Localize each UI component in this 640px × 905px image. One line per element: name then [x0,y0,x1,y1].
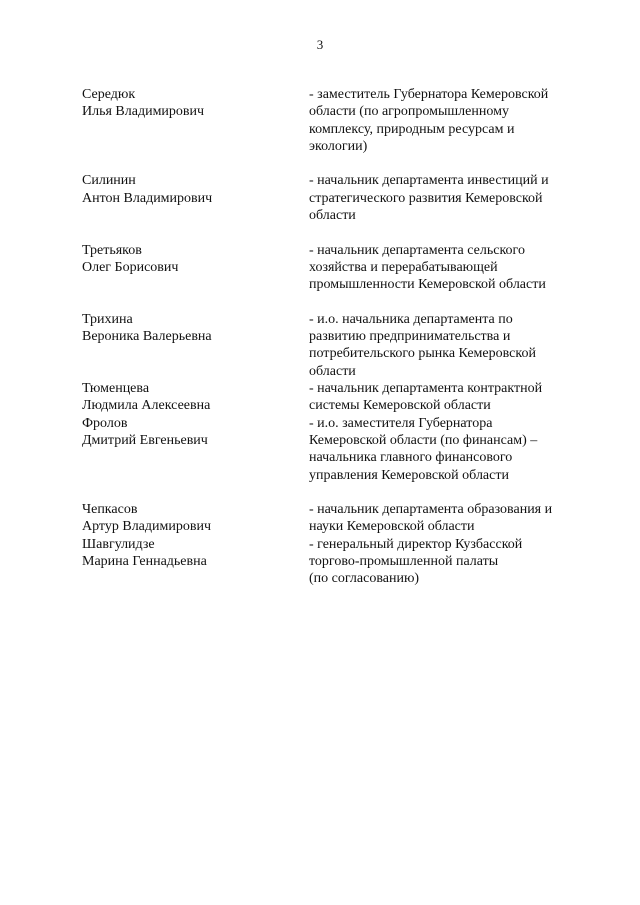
member-surname: Трихина [82,311,133,327]
member-list [0,86,640,588]
role-line: стратегического развития Кемеровской [309,190,543,206]
page-number: 3 [316,37,324,52]
role-line: области [309,363,356,379]
member-name [82,501,302,536]
member-given-name: Марина Геннадьевна [82,554,207,570]
member-given-name: Вероника Валерьевна [82,329,212,345]
role-line: экологии) [309,138,368,154]
member-role [309,415,589,484]
role-line: области [309,208,356,224]
member-entry [0,415,640,484]
role-line: Кемеровской области (по финансам) – [309,432,538,448]
member-entry [0,380,640,415]
role-line: - и.о. начальника департамента по [309,311,513,327]
member-role [309,242,589,294]
member-entry [0,86,640,155]
role-line: (по согласованию) [309,571,420,587]
member-name [82,536,302,571]
member-given-name: Илья Владимирович [82,104,205,120]
member-role [309,311,589,380]
member-given-name: Дмитрий Евгеньевич [82,432,208,448]
role-line: - заместитель Губернатора Кемеровской [309,87,549,102]
member-surname: Середюк [82,87,136,102]
member-surname: Тюменцева [82,381,150,397]
role-line: науки Кемеровской области [309,519,475,535]
member-surname: Фролов [82,415,128,431]
role-line: системы Кемеровской области [309,398,491,414]
member-given-name: Людмила Алексеевна [82,398,211,414]
member-given-name: Олег Борисович [82,259,179,275]
role-line: начальника главного финансового [309,450,513,466]
role-line: - и.о. заместителя Губернатора [309,415,493,431]
member-role [309,380,589,415]
role-line: - начальник департамента образования и [309,502,553,518]
member-role [309,86,589,155]
member-name [82,172,302,207]
member-given-name: Антон Владимирович [82,190,213,206]
member-role [309,501,589,536]
role-line: потребительского рынка Кемеровской [309,346,536,362]
member-given-name: Артур Владимирович [82,519,212,535]
member-surname: Чепкасов [82,502,138,518]
role-line: - начальник департамента инвестиций и [309,173,549,189]
role-line: управления Кемеровской области [309,467,509,483]
member-name [82,242,302,277]
member-name [82,311,302,346]
role-line: хозяйства и перерабатывающей [309,259,498,275]
member-name [82,415,302,450]
member-surname: Третьяков [82,242,142,258]
member-entry [0,172,640,224]
member-entry [0,242,640,294]
role-line: торгово-промышленной палаты [309,554,499,570]
member-name [82,380,302,415]
role-line: - начальник департамента сельского [309,242,525,258]
member-role [309,172,589,224]
member-entry [0,501,640,536]
member-entry [0,311,640,380]
member-surname: Силинин [82,173,136,189]
member-role [309,536,589,588]
role-line: промышленности Кемеровской области [309,277,546,293]
role-line: развитию предпринимательства и [309,329,511,345]
role-line: - начальник департамента контрактной [309,381,543,397]
role-line: - генеральный директор Кузбасской [309,536,523,552]
member-surname: Шавгулидзе [82,536,155,552]
role-line: комплексу, природным ресурсам и [309,121,515,137]
role-line: области (по агропромышленному [309,104,509,120]
member-entry [0,536,640,588]
member-name [82,86,302,121]
